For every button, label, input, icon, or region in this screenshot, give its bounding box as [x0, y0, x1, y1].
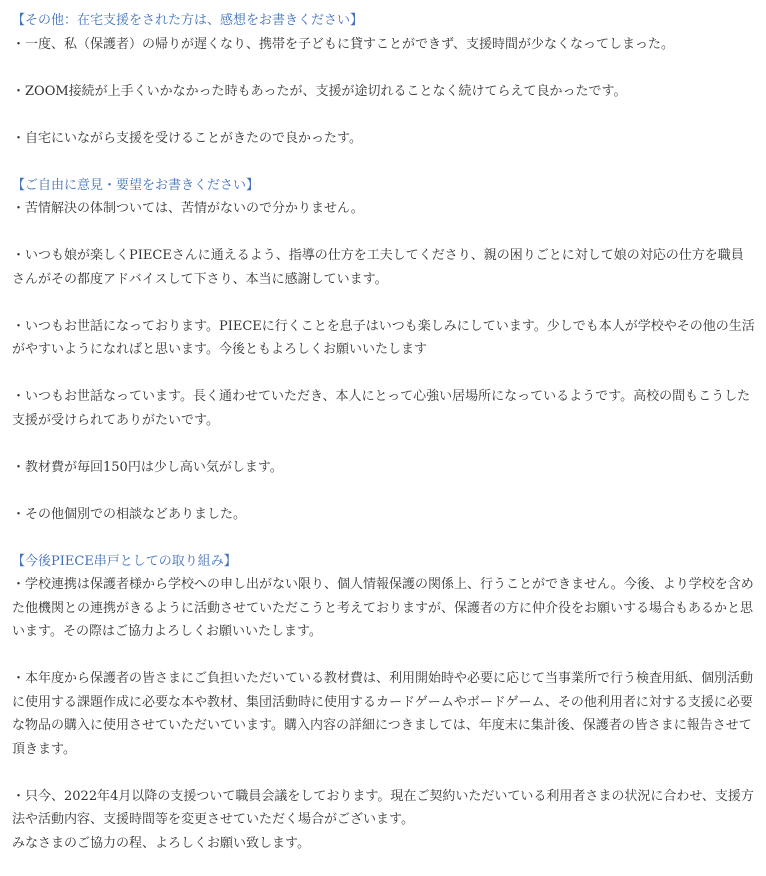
spacer — [12, 103, 756, 127]
comment-paragraph: ・その他個別での相談などありました。 — [12, 506, 247, 522]
spacer — [12, 479, 756, 503]
comment-paragraph: ・一度、私（保護者）の帰りが遅くなり、携帯を子どもに貸すことができず、支援時間が少なくなってしまった。 — [12, 36, 674, 52]
section-heading-home-support: 【その他：在宅支援をされた方は、感想をお書きください】 — [12, 13, 364, 28]
section-heading-future-initiatives: 【今後PIECE串戸としての取り組み】 — [12, 553, 237, 569]
section-heading-opinions: 【ご自由に意見・要望をお書きください】 — [12, 177, 260, 193]
initiative-paragraph: ・学校連携は保護者様から学校への申し出がない限り、個人情報保護の関係上、行うことができません。今後、より学校を含めた他機関との連携がきるように活動させていただこうと考えておりますが、保護者の方に仲介役をお願いする場合もあるかと思います。その際はご協力よろしくお願いいたします。 — [12, 577, 754, 639]
comment-paragraph: ・苦情解決の体制ついては、苦情がないので分かりません。 — [12, 201, 364, 216]
spacer — [12, 761, 756, 785]
comment-paragraph: ・いつもお世話になっております。PIECEに行くことを息子はいつも楽しみにしています。少しでも本人が学校やその他の生活がやすいようになればと思います。今後ともよろしくお願いいたします — [12, 318, 755, 357]
comment-paragraph: ・教材費が毎回150円は少し高い気がします。 — [12, 459, 283, 475]
comment-paragraph: ・いつも娘が楽しくPIECEさんに通えるよう、指導の仕方を工夫してくださり、親の困りごとに対して娘の対応の仕方を職員さんがその都度アドバイスして下さり、本当に感謝しています。 — [12, 248, 744, 287]
comment-paragraph: ・いつもお世話なっています。長く通わせていただき、本人にとって心強い居場所になっているようです。高校の間もこうした支援が受けられてありがたいです。 — [12, 389, 751, 428]
spacer — [12, 56, 756, 80]
spacer — [12, 291, 756, 315]
spacer — [12, 362, 756, 386]
comment-paragraph: ・ZOOM接続が上手くいかなかった時もあったが、支援が途切れることなく続けてらえて良かったです。 — [12, 83, 627, 99]
spacer — [12, 526, 756, 550]
initiative-paragraph: ・本年度から保護者の皆さまにご負担いただいている教材費は、利用開始時や必要に応じて当事業所で行う検査用紙、個別活動に使用する課題作成に必要な本や教材、集団活動時に使用するカードゲームやボードゲーム、その他利用者に対する支援に必要な物品の購入に使用させていただいています。購入内容の詳細につきましては、年度末に集計後、保護者の皆さまに報告させて頂きます。 — [12, 671, 754, 757]
spacer — [12, 150, 756, 174]
comment-paragraph: ・自宅にいながら支援を受けることがきたので良かったす。 — [12, 130, 362, 146]
closing-line: みなさまのご協力の程、よろしくお願い致します。 — [12, 835, 310, 851]
initiative-paragraph: ・只今、2022年4月以降の支援ついて職員会議をしております。現在ご契約いただいている利用者さまの状況に合わせ、支援方法や活動内容、支援時間等を変更させていただく場合がございます。 — [12, 788, 754, 827]
spacer — [12, 221, 756, 245]
spacer — [12, 432, 756, 456]
spacer — [12, 644, 756, 668]
